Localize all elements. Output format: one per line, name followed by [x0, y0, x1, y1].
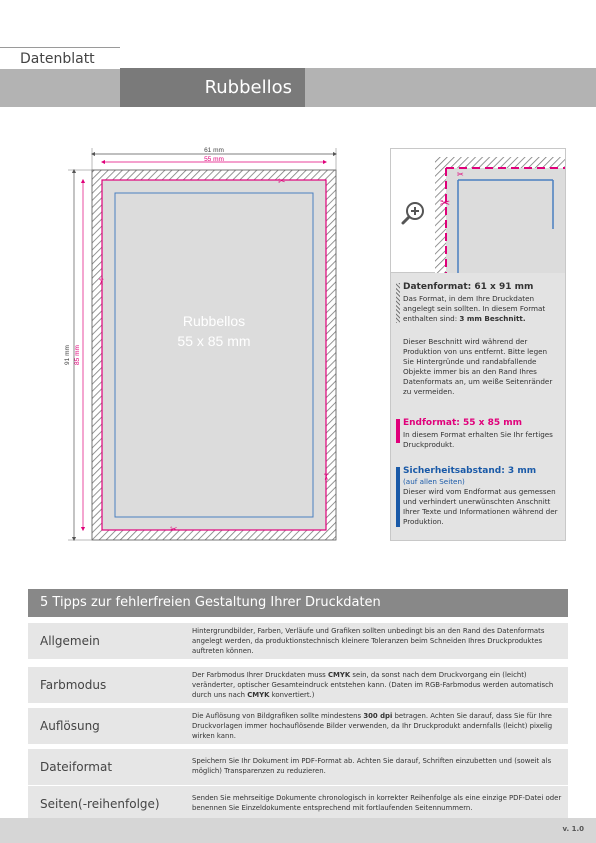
beschnitt-section — [403, 337, 559, 397]
tip-label: Dateiformat — [40, 760, 113, 774]
product-size: 55 x 85 mm — [177, 333, 251, 349]
tip-row-aufloesung — [28, 708, 568, 744]
inner-width-label: 55 mm — [204, 156, 224, 163]
tip-label: Allgemein — [40, 634, 100, 648]
tip-row-farbmodus — [28, 667, 568, 703]
zoom-detail — [391, 149, 565, 273]
datenformat-text: Das Format, in dem Ihre Druckdaten angelegt sein sollten. In diesem Format enthalten sind: 3 mm Beschnitt. — [403, 294, 546, 323]
tips-header — [28, 589, 568, 617]
svg-text:✂: ✂ — [457, 170, 464, 179]
beschnitt-text: Dieser Beschnitt wird während der Produktion von uns entfernt. Bitte legen Sie Hintergründe und randabfallende Objekte immer bis an den Rand Ihres Datenformats an, um weiße Seitenränder zu vermeiden. — [403, 337, 553, 396]
datenformat-heading: Datenformat: 61 x 91 mm — [403, 282, 534, 292]
datenformat-marker — [396, 283, 400, 323]
footer-bar — [0, 818, 596, 843]
outer-height-label: 91 mm — [64, 345, 71, 365]
tip-label: Farbmodus — [40, 678, 107, 692]
trim-area — [102, 180, 326, 530]
sicherheit-heading: Sicherheitsabstand: 3 mm — [403, 466, 537, 476]
inner-height-label: 85 mm — [74, 345, 81, 365]
scissors-icon: ✂ — [95, 278, 105, 286]
sicherheit-section — [403, 465, 563, 527]
product-name: Rubbellos — [182, 313, 246, 329]
header-tab-label: Datenblatt — [20, 51, 95, 67]
scissors-icon: ✂ — [170, 525, 178, 535]
tips-title: 5 Tipps zur fehlerfreien Gestaltung Ihrer Druckdaten — [40, 595, 381, 610]
tip-text: Senden Sie mehrseitige Dokumente chronologisch in korrekter Reihenfolge als eine einzige PDF-Datei oder benennen Sie Einzeldokumente entsprechend mit fortlaufenden Seitennummern. — [192, 794, 562, 812]
tip-text: Die Auflösung von Bildgrafiken sollte mindestens 300 dpi betragen. Achten Sie darauf, dass Sie für Ihre Druckvorlagen immer hochauflösende Bilder verwenden, da Ihr Druckprodukt andernfalls (leicht) pixelig wirken kann. — [192, 712, 553, 740]
header-tab — [0, 47, 120, 69]
scissors-icon: ✂ — [320, 473, 330, 481]
tip-text: Speichern Sie Ihr Dokument im PDF-Format ab. Achten Sie darauf, Schriften einzubetten und (soweit als möglich) Transparenzen zu reduzieren. — [192, 757, 552, 775]
sicherheit-marker — [396, 467, 400, 527]
endformat-text: In diesem Format erhalten Sie Ihr fertiges Druckprodukt. — [403, 430, 553, 449]
sicherheit-subheading: (auf allen Seiten) — [403, 477, 465, 486]
format-diagram — [60, 140, 360, 545]
sicherheit-text: Dieser wird vom Endformat aus gemessen und verhindert unerwünschten Anschnitt Ihrer Texte und Informationen während der Produktion. — [403, 487, 558, 526]
page-title: Rubbellos — [204, 77, 292, 98]
version-label: v. 1.0 — [562, 825, 584, 833]
tip-label: Seiten(-reihenfolge) — [40, 797, 160, 811]
endformat-heading: Endformat: 55 x 85 mm — [403, 418, 523, 428]
zoom-detail-graphic — [391, 149, 565, 273]
endformat-marker — [396, 419, 400, 443]
tip-text: Der Farbmodus Ihrer Druckdaten muss CMYK sein, da sonst nach dem Druckvorgang ein (leicht) veränderter, optischer Gesamteindruck entstehen kann. (Daten im RGB-Farbmodus werden automatisch durch uns nach CMYK konvertiert.) — [192, 671, 554, 699]
datenformat-section — [403, 281, 563, 324]
tip-row-seiten — [28, 786, 568, 822]
scissors-icon: ✂ — [278, 177, 286, 187]
tip-text: Hintergrundbilder, Farben, Verläufe und Grafiken sollten unbedingt bis an den Rand des Datenformats angelegt werden, da produktionstechnisch kleinere Toleranzen beim Schneiden Ihres Druckproduktes auftreten können. — [192, 627, 545, 655]
tip-label: Auflösung — [40, 719, 100, 733]
endformat-section — [403, 417, 563, 450]
svg-text:✂: ✂ — [440, 196, 451, 210]
info-panel — [390, 148, 566, 541]
tip-row-dateiformat — [28, 749, 568, 785]
tip-row-allgemein — [28, 623, 568, 659]
outer-width-label: 61 mm — [204, 147, 224, 154]
